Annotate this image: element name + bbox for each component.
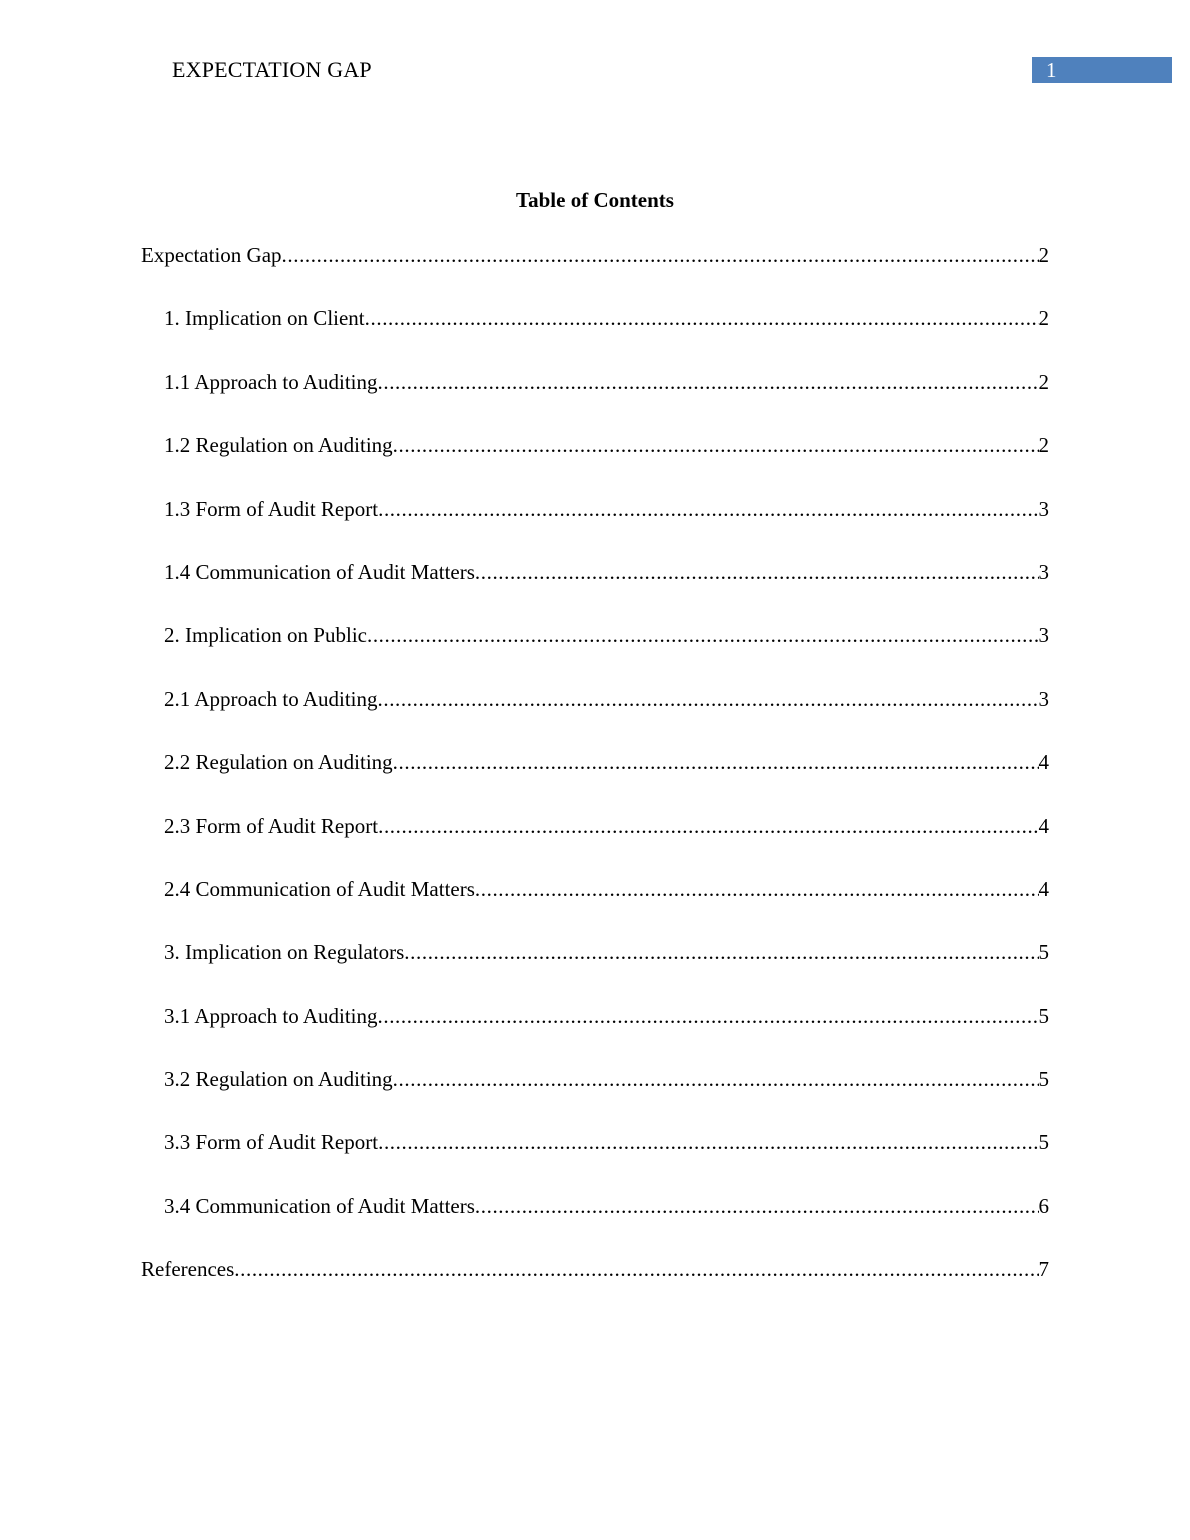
running-head: EXPECTATION GAP: [172, 57, 372, 82]
toc-entry-page: 6: [1038, 1193, 1049, 1218]
toc-entry-text: 2.3 Form of Audit Report: [164, 809, 378, 843]
toc-entry-text: 2. Implication on Public: [164, 618, 367, 652]
toc-entry-text: 1.1 Approach to Auditing: [164, 365, 378, 399]
toc-entry-page: 3: [1038, 623, 1049, 648]
toc-entry-3-2-regulation-on-auditing[interactable]: [141, 1062, 1049, 1125]
toc-entry-text: References: [141, 1252, 234, 1286]
toc-entry-2-1-approach-to-auditing[interactable]: [141, 682, 1049, 745]
toc-dot-leader: [234, 1252, 1038, 1286]
toc-entry-text: 1.3 Form of Audit Report: [164, 492, 378, 526]
page-header: [0, 0, 1190, 100]
toc-dot-leader: [393, 428, 1039, 462]
toc-entry-page: 3: [1038, 686, 1049, 711]
toc-entry-page: 5: [1038, 940, 1049, 965]
toc-entry-page: 3: [1038, 559, 1049, 584]
toc-entry-1-1-approach-to-auditing[interactable]: [141, 365, 1049, 428]
toc-dot-leader: [404, 935, 1038, 969]
toc-entry-page: 7: [1038, 1257, 1049, 1282]
toc-entry-1-2-regulation-on-auditing[interactable]: [141, 428, 1049, 491]
toc-entry-text: 1.2 Regulation on Auditing: [164, 428, 393, 462]
toc-entry-page: 2: [1038, 433, 1049, 458]
toc-entry-page: 5: [1038, 1067, 1049, 1092]
toc-entry-page: 4: [1038, 876, 1049, 901]
toc-dot-leader: [378, 999, 1039, 1033]
toc-entry-text: Expectation Gap: [141, 238, 282, 272]
toc-entry-page: 4: [1038, 813, 1049, 838]
toc-entry-page: 5: [1038, 1003, 1049, 1028]
toc-entry-3-3-form-of-audit-report[interactable]: [141, 1125, 1049, 1188]
toc-entry-2-4-communication-of-audit-matters[interactable]: [141, 872, 1049, 935]
toc-entry-2-3-form-of-audit-report[interactable]: [141, 809, 1049, 872]
toc-entry-text: 3.4 Communication of Audit Matters: [164, 1189, 475, 1223]
toc-list: [141, 238, 1049, 1316]
toc-dot-leader: [378, 1125, 1038, 1159]
toc-entry-text: 3.1 Approach to Auditing: [164, 999, 378, 1033]
toc-entry-text: 3. Implication on Regulators: [164, 935, 404, 969]
toc-entry-implication-on-client[interactable]: [141, 301, 1049, 364]
toc-entry-text: 3.3 Form of Audit Report: [164, 1125, 378, 1159]
toc-entry-text: 1. Implication on Client: [164, 301, 365, 335]
toc-entry-page: 5: [1038, 1130, 1049, 1155]
toc-dot-leader: [365, 301, 1039, 335]
toc-entry-text: 3.2 Regulation on Auditing: [164, 1062, 393, 1096]
page-number: 1: [1046, 58, 1057, 82]
toc-entry-page: 4: [1038, 750, 1049, 775]
toc-dot-leader: [475, 872, 1039, 906]
toc-entry-text: 2.4 Communication of Audit Matters: [164, 872, 475, 906]
toc-dot-leader: [378, 682, 1039, 716]
toc-entry-page: 2: [1038, 306, 1049, 331]
toc-entry-implication-on-regulators[interactable]: [141, 935, 1049, 998]
toc-dot-leader: [393, 745, 1039, 779]
toc-dot-leader: [378, 809, 1038, 843]
toc-entry-page: 2: [1038, 243, 1049, 267]
toc-entry-3-1-approach-to-auditing[interactable]: [141, 999, 1049, 1062]
toc-entry-1-3-form-of-audit-report[interactable]: [141, 492, 1049, 555]
toc-dot-leader: [378, 492, 1038, 526]
toc-dot-leader: [393, 1062, 1039, 1096]
toc-entry-2-2-regulation-on-auditing[interactable]: [141, 745, 1049, 808]
toc-title: Table of Contents: [516, 188, 674, 212]
toc-entry-text: 2.1 Approach to Auditing: [164, 682, 378, 716]
toc-dot-leader: [475, 555, 1039, 589]
toc-entry-3-4-communication-of-audit-matters[interactable]: [141, 1189, 1049, 1252]
toc-dot-leader: [475, 1189, 1039, 1223]
page-number-box: [1032, 57, 1172, 83]
toc-entry-page: 2: [1038, 369, 1049, 394]
toc-entry-implication-on-public[interactable]: [141, 618, 1049, 681]
toc-entry-text: 1.4 Communication of Audit Matters: [164, 555, 475, 589]
toc-entry-expectation-gap[interactable]: [141, 238, 1049, 301]
toc-entry-page: 3: [1038, 496, 1049, 521]
toc-dot-leader: [282, 238, 1039, 272]
toc-dot-leader: [367, 618, 1039, 652]
toc-entry-text: 2.2 Regulation on Auditing: [164, 745, 393, 779]
toc-entry-1-4-communication-of-audit-matters[interactable]: [141, 555, 1049, 618]
toc-entry-references[interactable]: [141, 1252, 1049, 1315]
toc-dot-leader: [378, 365, 1039, 399]
